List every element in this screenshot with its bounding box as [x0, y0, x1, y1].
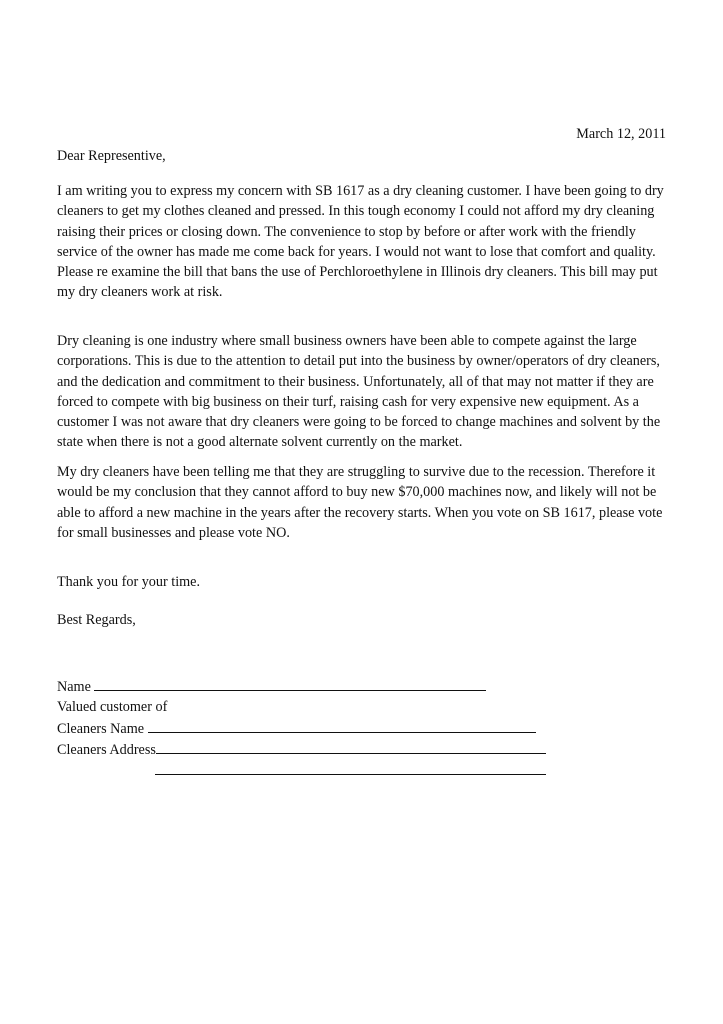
cleaners-name-label: Cleaners Name: [57, 721, 145, 737]
paragraph-3: My dry cleaners have been telling me that they are struggling to survive due to the recession. Therefore it would be my conclusion that they cannot afford to buy new $70,000 machines now, and likely will not be able to afford a new machine in the years after the recovery starts. When you vote on SB 1617, please vote for small businesses and please vote NO.: [57, 464, 663, 541]
valued-customer-label: Valued customer of: [57, 699, 168, 715]
thanks-line: Thank you for your time.: [57, 574, 201, 590]
paragraph-1: I am writing you to express my concern with SB 1617 as a dry cleaning customer. I have been going to dry cleaners to get my clothes cleaned and pressed. In this tough economy I could not afford my dry cleaning raising their prices or closing down. The convenience to stop by before or after work with the friendly service of the owner has made me come back for years. I would not want to lose that comfort and quality. Please re examine the bill that bans the use of Perchloroethylene in Illinois dry cleaners. This bill may put my dry cleaners work at risk.: [57, 183, 664, 301]
cleaners-address-row: [57, 739, 546, 760]
name-field-row: [57, 676, 486, 697]
cleaners-address-label: Cleaners Address: [57, 742, 156, 758]
name-blank-line[interactable]: [94, 676, 486, 691]
cleaners-address-row-2: [155, 760, 546, 781]
name-label: Name: [57, 679, 91, 695]
cleaners-address-blank-line-2[interactable]: [155, 760, 546, 775]
paragraph-2: Dry cleaning is one industry where small business owners have been able to compete against the large corporations. This is due to the attention to detail put into the business by owner/operators of dry cleaners, and the dedication and commitment to their business. Unfortunately, all of that may not matter if they are forced to compete with big business on their turf, raising cash for very expensive new equipment. As a customer I was not aware that dry cleaners were going to be forced to change machines and solvent by the state when there is not a good alternate solvent currently on the market.: [57, 333, 661, 451]
valued-customer-row: [57, 697, 167, 717]
salutation: Dear Representive,: [57, 148, 166, 164]
cleaners-name-blank-line[interactable]: [148, 718, 536, 733]
cleaners-name-row: [57, 718, 536, 739]
letter-date: March 12, 2011: [576, 126, 666, 142]
closing-line: Best Regards,: [57, 612, 136, 628]
cleaners-address-blank-line[interactable]: [156, 739, 546, 754]
